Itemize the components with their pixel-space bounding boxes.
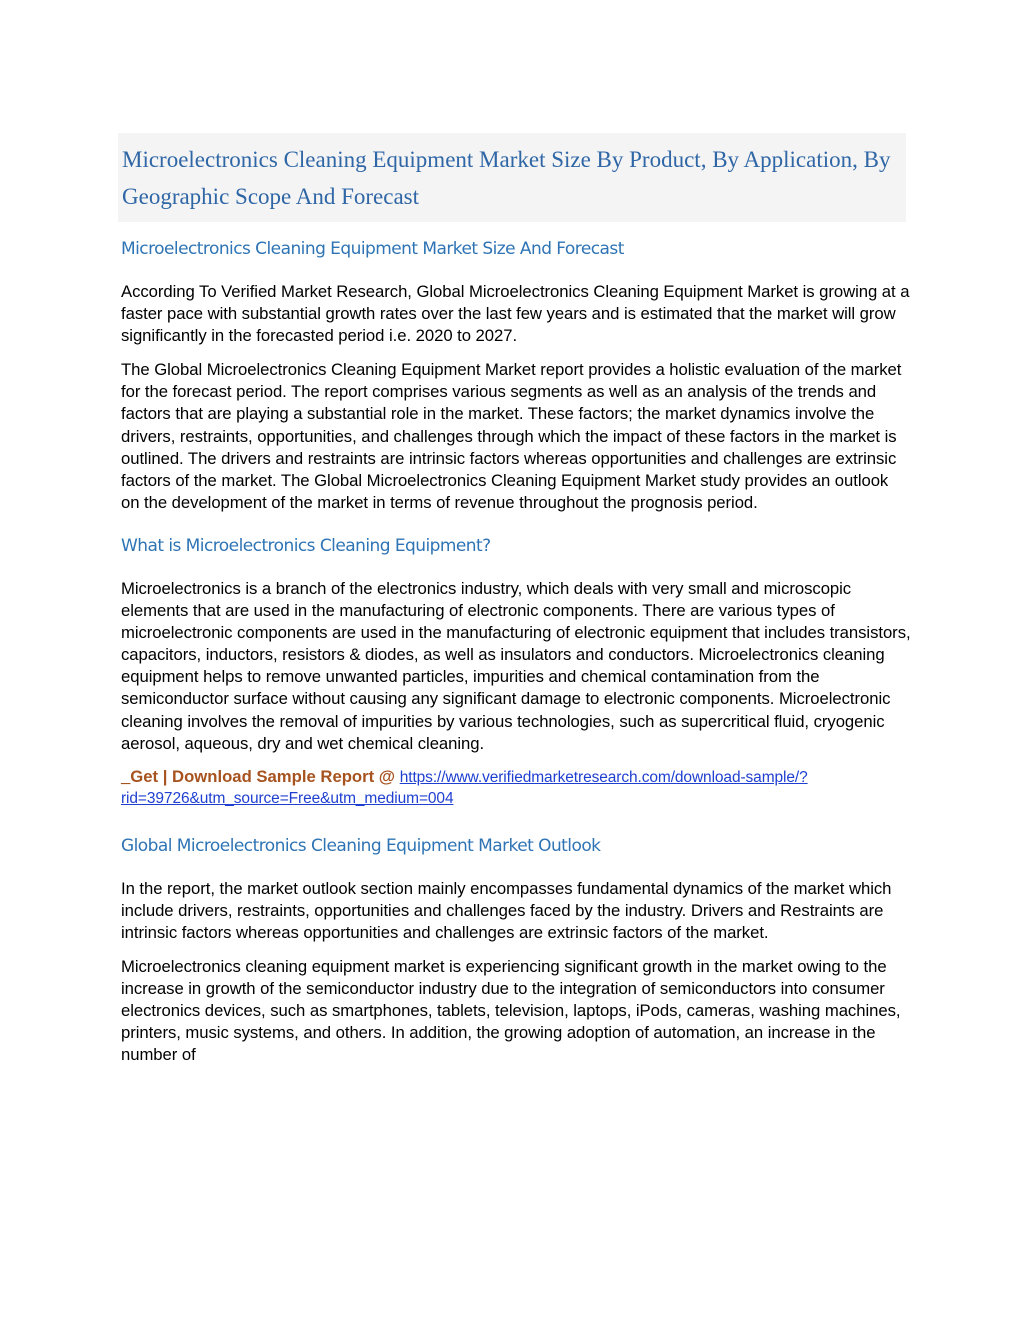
document-title: Microelectronics Cleaning Equipment Market Size By Product, By Application, By Geographic Scope And Forecast [122,147,891,209]
paragraph: In the report, the market outlook section mainly encompasses fundamental dynamics of the market which include drivers, restraints, opportunities and challenges faced by the industry. Drivers and Restraints are intrinsic factors whereas opportunities and challenges are extrinsic factors of the market. [121,878,892,942]
document-title-box [118,133,906,222]
cta-underscore: _ [121,766,131,786]
section-heading-market-outlook: Global Microelectronics Cleaning Equipment Market Outlook [121,835,601,856]
download-sample-link[interactable]: https://www.verifiedmarketresearch.com/download-sample/?rid=39726&utm_source=Free&utm_medium=004 [121,768,808,807]
paragraph: Microelectronics cleaning equipment market is experiencing significant growth in the market owing to the increase in growth of the semiconductor industry due to the integration of semiconductors into consumer electronics devices, such as smartphones, tablets, television, laptops, iPods, cameras, washing machines, printers, music systems, and others. In addition, the growing adoption of automation, an increase in the number of [121,956,901,1065]
document-body [121,236,911,1066]
section-heading-what-is: What is Microelectronics Cleaning Equipment? [121,535,491,556]
paragraph: According To Verified Market Research, Global Microelectronics Cleaning Equipment Market is growing at a faster pace with substantial growth rates over the last few years and is estimated that the market will grow significantly in the forecasted period i.e. 2020 to 2027. [121,282,910,346]
cta-label: Get | Download Sample Report @ [130,766,396,786]
download-sample-cta [121,767,911,809]
paragraph: Microelectronics is a branch of the electronics industry, which deals with very small and microscopic elements that are used in the manufacturing of electronic components. There are various types of microelectronic components are used in the manufacturing of electronic equipment that includes transistors, capacitors, inductors, resistors & diodes, as well as insulators and conductors. Microelectronics cleaning equipment helps to remove unwanted particles, impurities and chemical contamination from the semiconductor surface without causing any significant damage to electronic components. Microelectronic cleaning involves the removal of impurities by various technologies, such as supercritical fluid, cryogenic aerosol, aqueous, dry and wet chemical cleaning. [121,578,911,753]
section-heading-market-size: Microelectronics Cleaning Equipment Market Size And Forecast [121,239,624,259]
paragraph: The Global Microelectronics Cleaning Equipment Market report provides a holistic evaluation of the market for the forecast period. The report comprises various segments as well as an analysis of the trends and factors that are playing a substantial role in the market. These factors; the market dynamics involve the drivers, restraints, opportunities, and challenges through which the impact of these factors in the market is outlined. The drivers and restraints are intrinsic factors whereas opportunities and challenges are extrinsic factors of the market. The Global Microelectronics Cleaning Equipment Market study provides an outlook on the development of the market in terms of revenue throughout the prognosis period. [121,360,902,512]
